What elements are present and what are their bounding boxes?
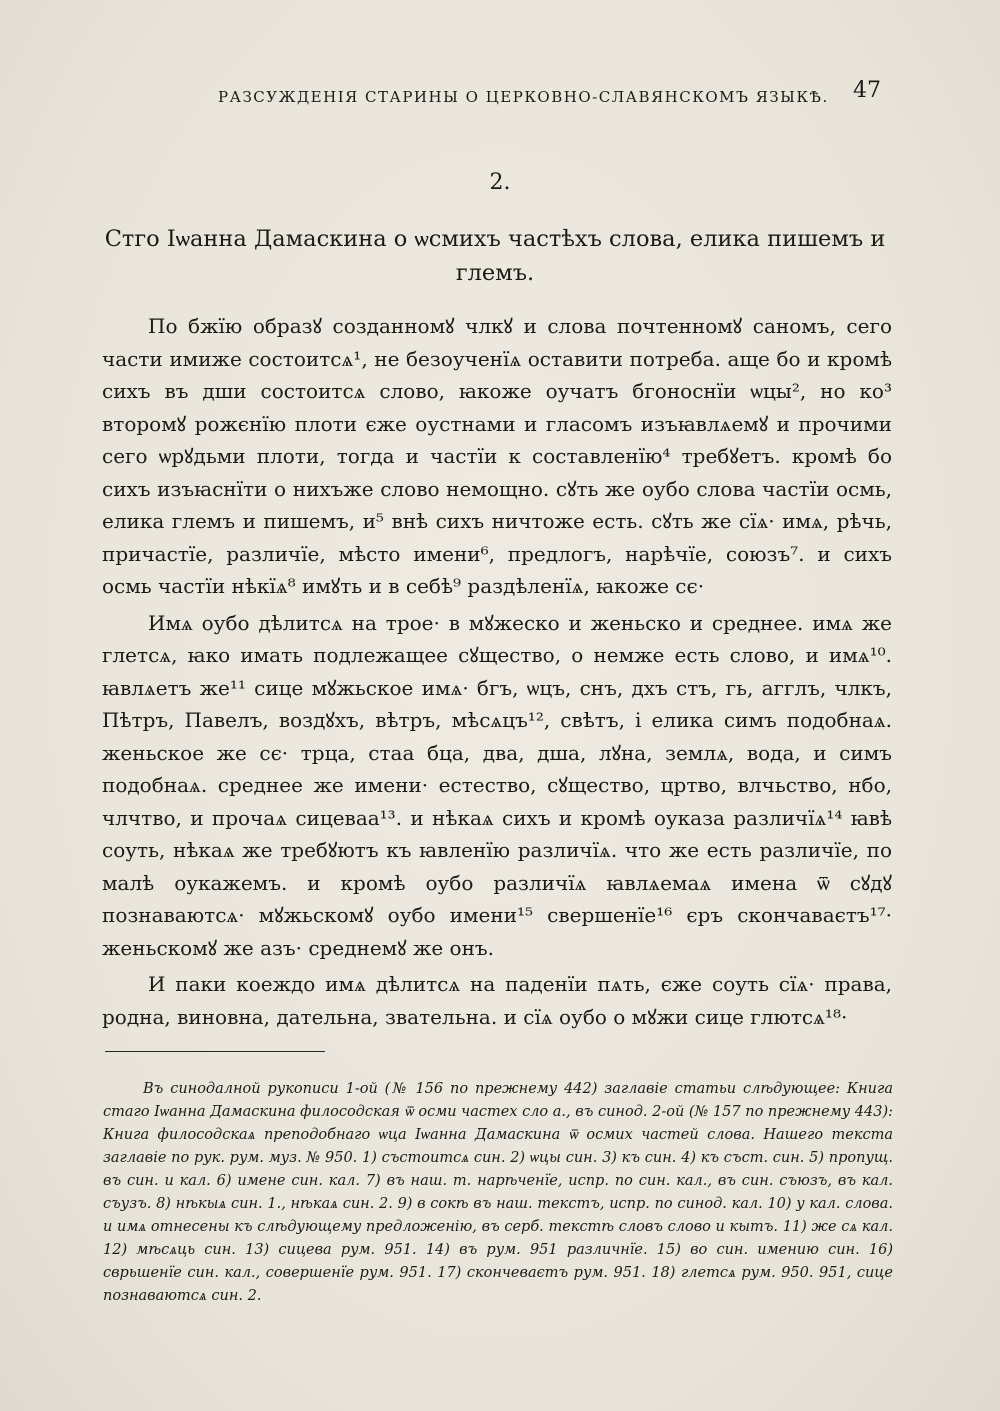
section-number: 2. (489, 170, 511, 195)
footnote-text: Въ синодалной рукописи 1-ой (№ 156 по прежнему 442) заглавіе статьи слѣдующее: Книга стаго Іѡанна Дамаскина филосодская ѿ осми частех сло а., въ синод. 2-ой (№ 157 по прежнему 443): Книга филосодскаѧ преподобнаго ѡца Іѡанна Дамаскина ѿ осмих частей слова. Нашего текста заглавіе по рук. рум. муз. № 950. 1) състоитсѧ син. 2) ѡцы син. 3) къ син. 4) къ съст. син. 5) пропущ. въ син. и кал. 6) имене син. кал. 7) въ наш. т. нарѣченїе, испр. по син. кал., въ син. съюзъ, въ кал. съузъ. 8) нѣкыѧ син. 1., нѣкаѧ син. 2. 9) в сокѣ въ наш. текстъ, испр. по синод. кал. 10) у кал. слова. и имѧ отнесены къ слѣдующему предложенію, въ серб. текстѣ словъ слово и кытъ. 11) же сѧ кал. 12) мѣсѧць син. 13) сицева рум. 951. 14) въ рум. 951 различнїе. 15) во син. имению син. 16) сврьшенїе син. кал., совершенїе рум. 951. 17) скончеваєтъ рум. 951. 18) глетсѧ рум. 950. 951, сице познаваютсѧ син. 2. (103, 1081, 893, 1304)
section-title: Стго Іѡанна Дамаскина о ѡсмихъ частѣхъ слова, елика пишемъ и глемъ. (104, 226, 886, 286)
body-text (102, 310, 892, 1037)
footnote-divider (105, 1051, 325, 1052)
paragraph: Имѧ оубо дѣлитсѧ на трое· в мꙋжеско и женьско и среднее. имѧ же глетсѧ, ꙗко имать подлежащее сꙋщество, о немже есть слово, и имѧ¹⁰. ꙗвлѧетъ же¹¹ сице мꙋжьское имѧ· бгъ, ѡцъ, снъ, дхъ стъ, гь, агглъ, члкъ, Пѣтръ, Павелъ, воздꙋхъ, вѣтръ, мѣсѧцъ¹², свѣтъ, і елика симъ подобнаѧ. женьское же сє· трца, стаа бца, два, дша, лꙋна, землѧ, вода, и симъ подобнаѧ. среднее же имени· естество, сꙋщество, цртво, влчьство, нбо, члчтво, и прочаѧ сицеваа¹³. и нѣкаѧ сихъ и кромѣ оуказа различїѧ¹⁴ ꙗвѣ соуть, нѣкаѧ же требꙋютъ къ ꙗвленїю различїѧ. что же есть различїе, по малѣ оукажемъ. и кромѣ оубо различїѧ ꙗвлѧемаѧ имена ѿ сꙋдꙋ познаваютсѧ· мꙋжьскомꙋ оубо имени¹⁵ свершенїе¹⁶ єръ скончаваєтъ¹⁷· женьскомꙋ же азъ· среднемꙋ же онъ. (102, 610, 892, 960)
paragraph: И паки коеждо имѧ дѣлитсѧ на паденїи пѧть, єже соуть сїѧ· права, родна, виновна, дательна, звательна. и сїѧ оубо о мꙋжи сице глютсѧ¹⁸· (102, 972, 892, 1029)
page-number: 47 (853, 78, 881, 103)
paragraph: По бжїю образꙋ созданномꙋ члкꙋ и слова почтенномꙋ саномъ, сего части имиже состоитсѧ¹, не безоученїѧ оставити потреба. аще бо и кромѣ сихъ въ дши состоитсѧ слово, ꙗкоже оучатъ бгоноснїи ѡцы², но ко³ второмꙋ рожєнїю плоти єже оустнами и гласомъ изъꙗвлѧемꙋ и прочими сего ѡрꙋдьми плоти, тогда и частїи к составленїю⁴ требꙋетъ. кромѣ бо сихъ изъꙗснїти о нихъже слово немощно. сꙋть же оубо слова частїи осмь, елика глемъ и пишемъ, и⁵ внѣ сихъ ничтоже есть. сꙋть же сїѧ· имѧ, рѣчь, причастїе, различїе, мѣсто имени⁶, предлогъ, нарѣчїе, союзъ⁷. и сихъ осмь частїи нѣкїѧ⁸ имꙋть и в себѣ⁹ раздѣленїѧ, ꙗкоже сє· (102, 314, 892, 598)
footnotes (103, 1078, 893, 1308)
running-header: РАЗСУЖДЕНІЯ СТАРИНЫ О ЦЕРКОВНО-СЛАВЯНСКОМЪ ЯЗЫКѢ. (218, 88, 829, 106)
